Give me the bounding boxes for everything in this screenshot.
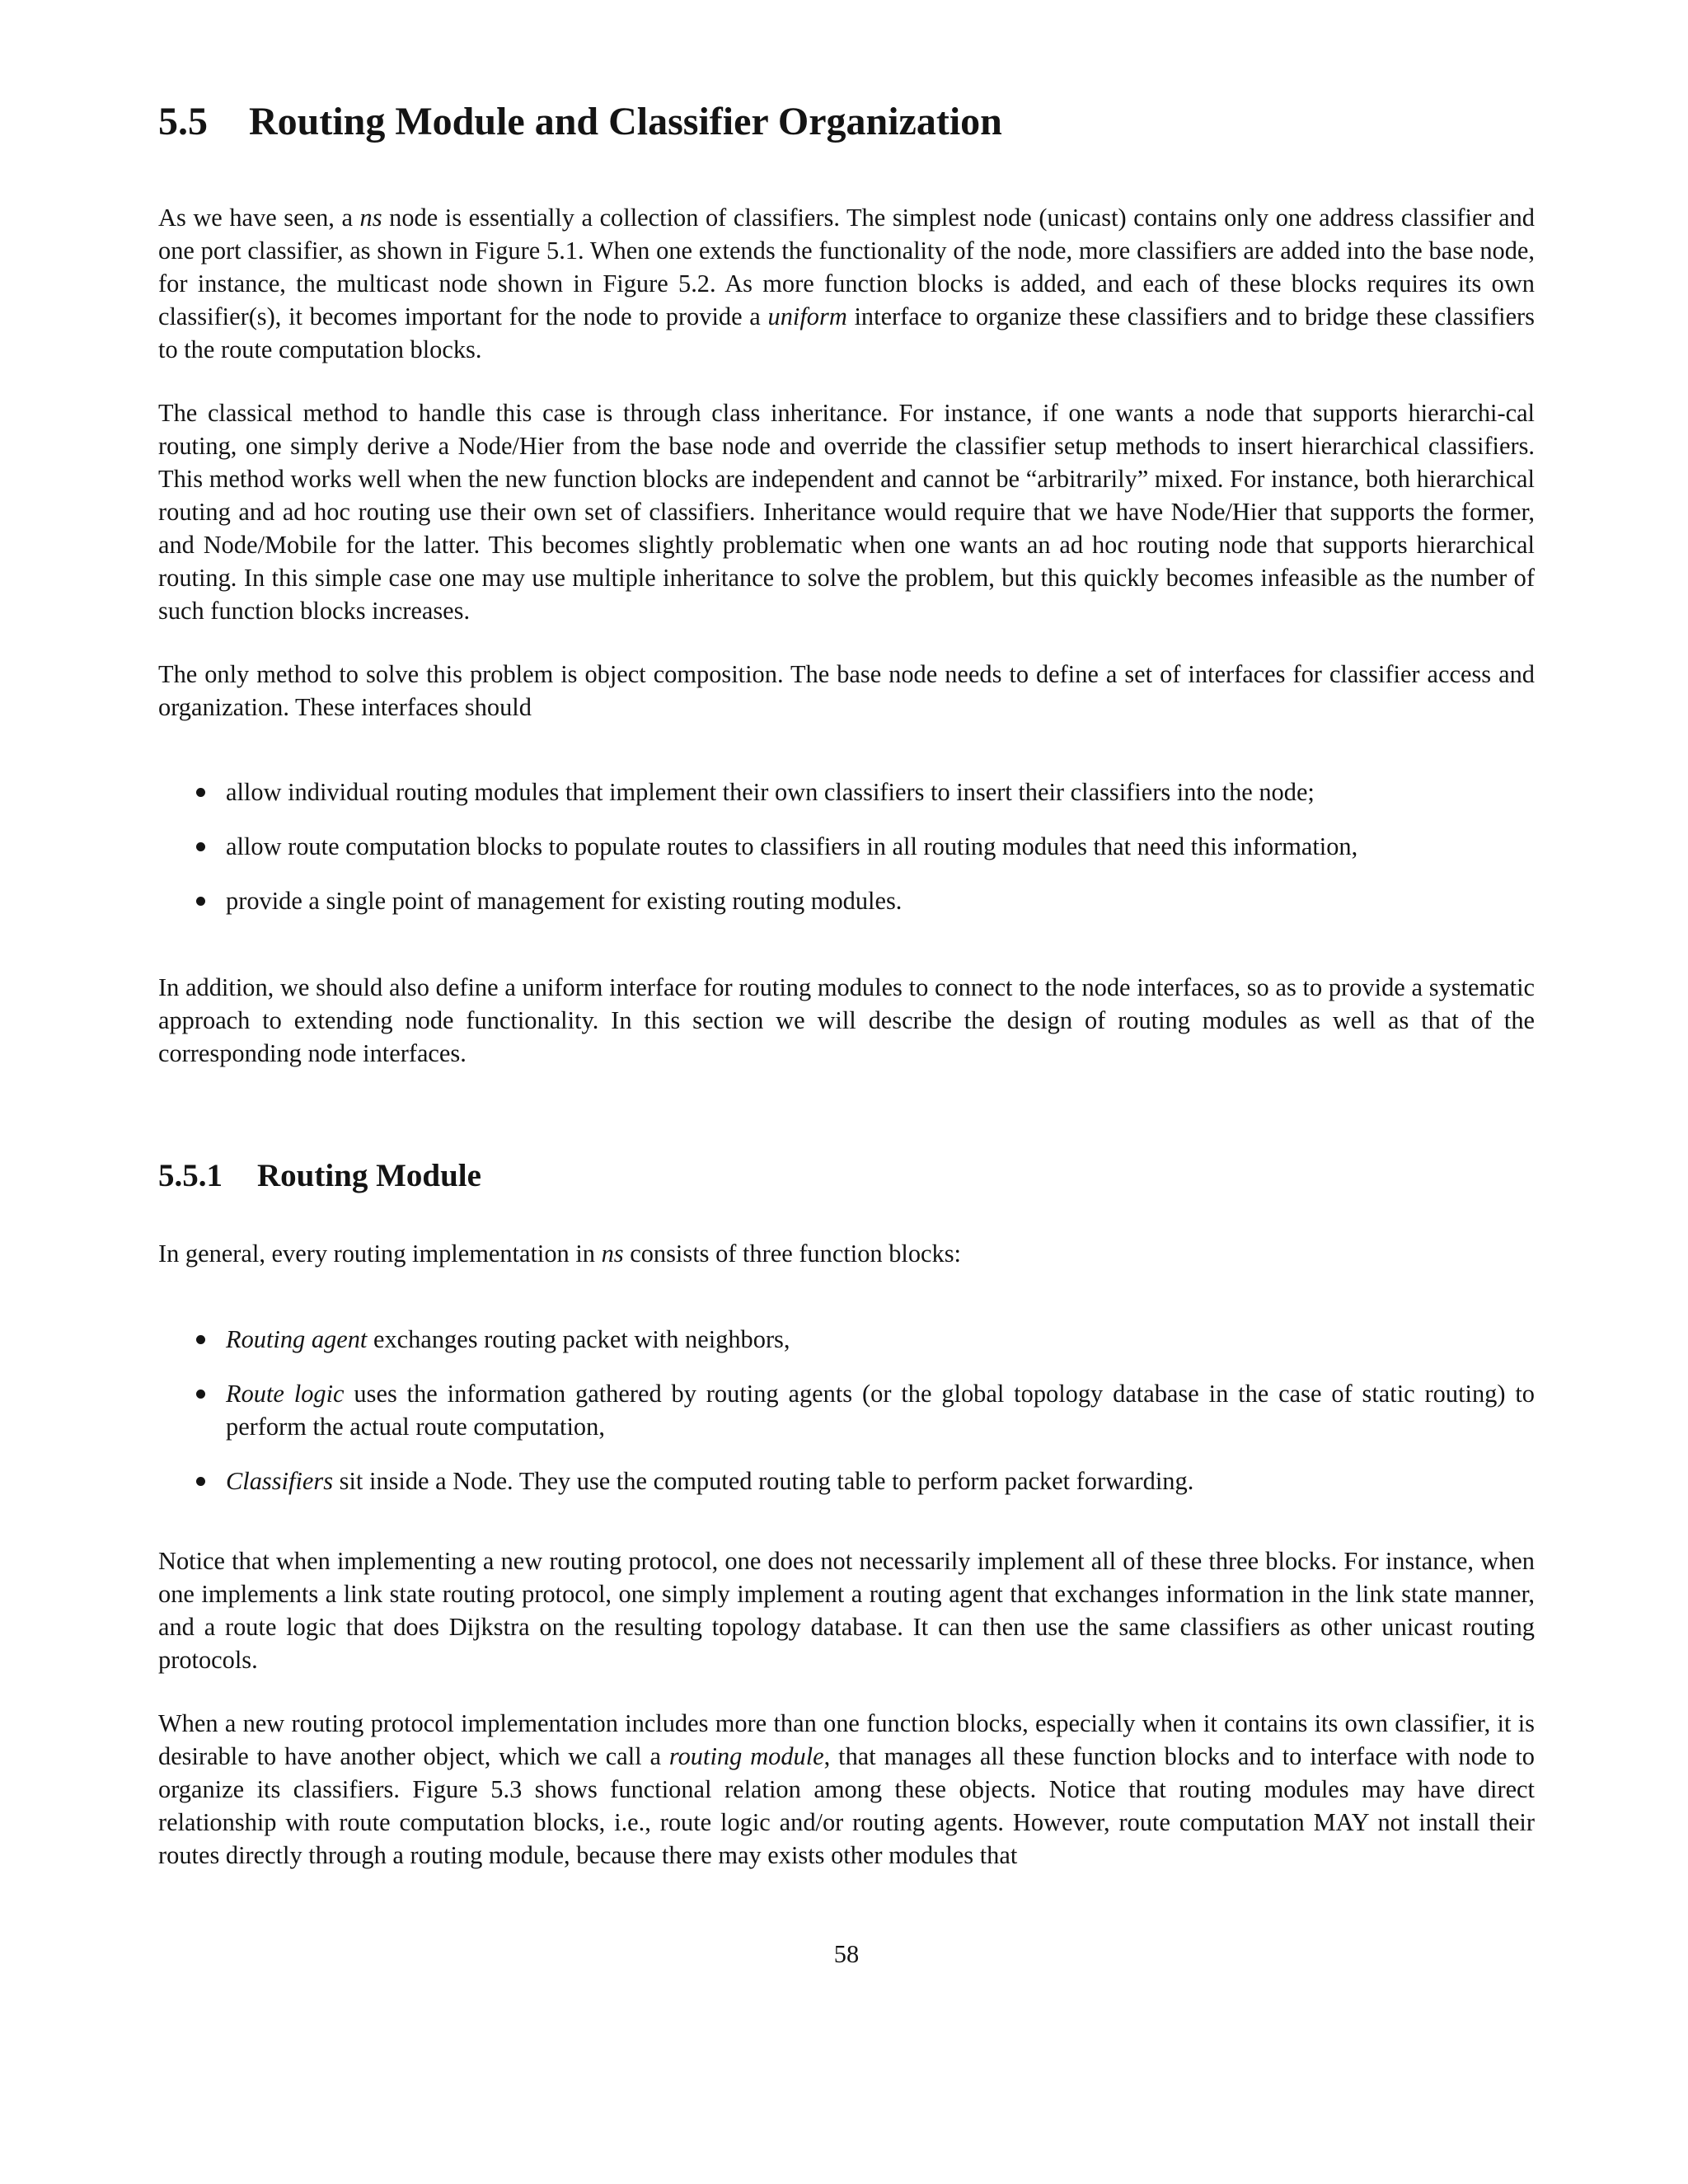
intro-paragraph-1 — [158, 201, 1535, 366]
routing-module-paragraph-2: Notice that when implementing a new routing protocol, one does not necessarily implement all of these three blocks. For instance, when one implements a link state routing protocol, one simply implement a routing agent that exchanges information in the link state manner, and a route logic that does Dijkstra on the resulting topology database. It can then use the same classifiers as other unicast routing protocols. — [158, 1547, 1535, 1674]
bullet-icon — [196, 897, 205, 906]
document-page — [158, 0, 1535, 2184]
term-route-logic: Route logic — [226, 1380, 345, 1408]
list-item-text: allow route computation blocks to populate routes to classifiers in all routing modules that need this information, — [226, 832, 1358, 860]
list-item — [158, 1465, 1535, 1497]
subsection-number: 5.5.1 — [158, 1158, 223, 1193]
text-run: In general, every routing implementation in — [158, 1240, 602, 1268]
intro-paragraph-3: The only method to solve this problem is object composition. The base node needs to define a set of interfaces for classifier access and organization. These interfaces should — [158, 660, 1535, 721]
text-run: interface to organize these classifiers and to bridge these classifiers to the route computation blocks. — [158, 302, 1536, 363]
text-run: As we have seen, a — [158, 204, 360, 232]
bullet-icon — [196, 842, 205, 851]
list-item-text: uses the information gathered by routing agents (or the global topology database in the case of static routing) to perform the actual route computation, — [226, 1380, 1535, 1441]
list-item-text: sit inside a Node. They use the computed routing table to perform packet forwarding. — [333, 1467, 1194, 1495]
list-item — [158, 776, 1535, 808]
list-item-text: exchanges routing packet with neighbors, — [367, 1325, 790, 1353]
text-run: When a new routing protocol implementation includes more than one function blocks, especially when it contains its own classifier, it is desirable to have another object, which we call a — [158, 1709, 1535, 1770]
text-run: node is essentially a collection of classifiers. The simplest node (unicast) contains only one address classifier and one port classifier, as shown in Figure 5.1. When one extends the functionality of the node, more classifiers are added into the base node, for instance, the multicast node shown in Figure 5.2. As more function blocks is added, and each of these blocks requires its own classifier(s), it becomes important for the node to provide a — [158, 204, 1536, 330]
emphasis-ns: ns — [359, 204, 382, 232]
page-number: 58 — [833, 1940, 860, 1968]
section-title: Routing Module and Classifier Organization — [249, 100, 1002, 143]
intro-paragraph-2: The classical method to handle this case is through class inheritance. For instance, if one wants a node that supports hierarchi-cal routing, one simply derive a Node/Hier from the base node and override the classifier setup methods to insert hierarchical classifiers. This method works well when the new function blocks are independent and cannot be “arbitrarily” mixed. For instance, both hierarchical routing and ad hoc routing use their own set of classifiers. Inheritance would require that we have Node/Hier that supports the former, and Node/Mobile for the latter. This becomes slightly problematic when one wants an ad hoc routing node that supports hierarchical routing. In this simple case one may use multiple inheritance to solve the problem, but this quickly becomes infeasible as the number of such function blocks increases. — [158, 399, 1535, 625]
term-classifiers: Classifiers — [226, 1467, 334, 1495]
term-routing-agent: Routing agent — [226, 1325, 368, 1353]
list-item-text: allow individual routing modules that implement their own classifiers to insert their classifiers into the node; — [226, 778, 1315, 806]
list-item — [158, 1323, 1535, 1356]
bullet-icon — [196, 1335, 205, 1344]
bullet-icon — [196, 1477, 205, 1486]
subsection-title: Routing Module — [257, 1158, 481, 1193]
list-item — [158, 830, 1535, 863]
list-item-text: provide a single point of management for existing routing modules. — [226, 887, 903, 915]
section-number: 5.5 — [158, 100, 208, 143]
interface-requirements-list — [158, 776, 1535, 917]
routing-module-paragraph-3 — [158, 1707, 1535, 1872]
list-item — [158, 1377, 1535, 1443]
intro-paragraph-4: In addition, we should also define a uniform interface for routing modules to connect to the node interfaces, so as to provide a systematic approach to extending node functionality. In this section we will describe the design of routing modules as well as that of the corresponding node interfaces. — [158, 973, 1535, 1067]
routing-module-paragraph-1 — [158, 1237, 1535, 1270]
function-blocks-list — [158, 1323, 1535, 1497]
bullet-icon — [196, 1390, 205, 1399]
bullet-icon — [196, 788, 205, 797]
subsection-heading — [158, 1155, 481, 1197]
emphasis-uniform: uniform — [767, 302, 847, 330]
list-item — [158, 884, 1535, 917]
text-run: consists of three function blocks: — [623, 1240, 961, 1268]
emphasis-routing-module: routing module — [668, 1742, 824, 1770]
text-run: , that manages all these function blocks and to interface with node to organize its classifiers. Figure 5.3 shows functional relation among these objects. Notice that routing modules may have direct relationship with route computation blocks, i.e., route logic and/or routing agents. However, route computation MAY not install their routes directly through a routing module, because there may exists other modules that — [158, 1742, 1535, 1869]
section-heading — [158, 97, 1002, 147]
emphasis-ns: ns — [601, 1240, 624, 1268]
